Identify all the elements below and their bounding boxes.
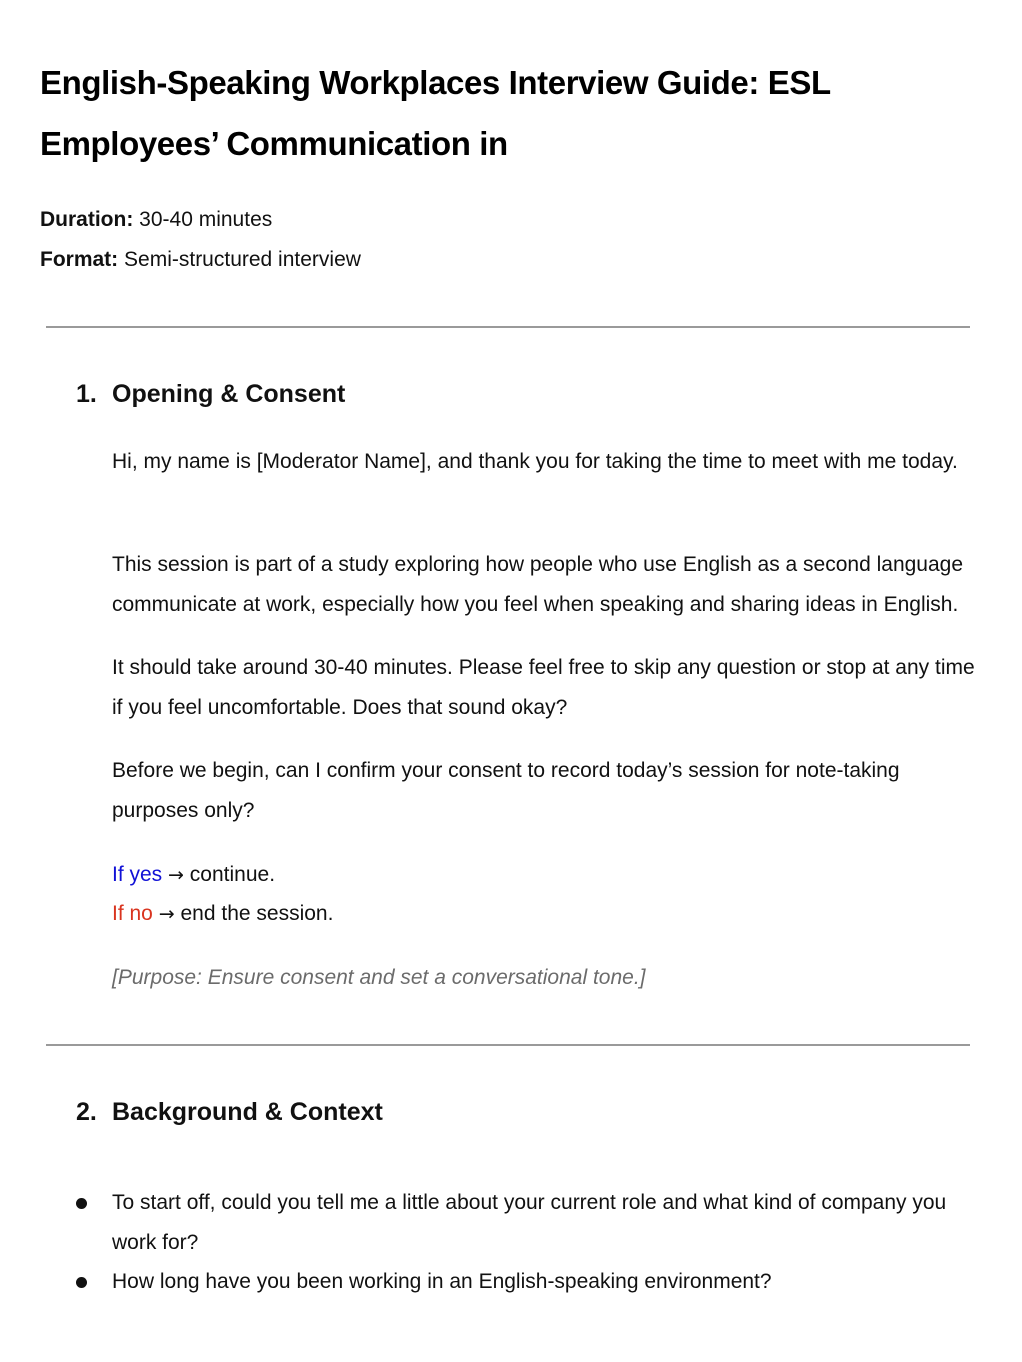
- if-yes-branch: [112, 860, 275, 890]
- format-line: [40, 245, 361, 275]
- section-divider: [46, 326, 970, 328]
- section-divider: [46, 1044, 970, 1046]
- duration-paragraph: It should take around 30-40 minutes. Please feel free to skip any question or stop at any time if you feel uncomfortable. Does that sound okay?: [112, 656, 975, 719]
- right-arrow-icon: →: [168, 864, 184, 886]
- bullet-icon: [76, 1277, 87, 1288]
- study-paragraph: This session is part of a study exploring how people who use English as a second language communicate at work, especially how you feel when speaking and sharing ideas in English.: [112, 553, 964, 616]
- duration-line: [40, 205, 272, 235]
- intro-paragraph: Hi, my name is [Moderator Name], and thank you for taking the time to meet with me today.: [112, 450, 958, 473]
- consent-paragraph: Before we begin, can I confirm your consent to record today’s session for note-taking purposes only?: [112, 759, 900, 822]
- duration-value: 30-40 minutes: [139, 208, 273, 231]
- if-no-action: end the session.: [180, 902, 334, 925]
- purpose-note: [Purpose: Ensure consent and set a conversational tone.]: [112, 966, 646, 989]
- format-value: Semi-structured interview: [124, 248, 361, 271]
- section-title-opening-consent: Opening & Consent: [112, 380, 346, 408]
- duration-label: Duration:: [40, 208, 134, 231]
- section-number: 2.: [76, 1098, 97, 1126]
- section-title-background-context: Background & Context: [112, 1098, 383, 1126]
- if-no-branch: [112, 899, 333, 929]
- bullet-icon: [76, 1198, 87, 1209]
- if-yes-label: If yes: [112, 863, 163, 886]
- list-item: How long have you been working in an English-speaking environment?: [112, 1270, 772, 1293]
- right-arrow-icon: →: [158, 903, 175, 925]
- list-item: To start off, could you tell me a little about your current role and what kind of company you work for?: [112, 1191, 947, 1254]
- document-title: English-Speaking Workplaces Interview Guide: ESL Employees’ Communication in: [40, 64, 831, 162]
- format-label: Format:: [40, 248, 119, 271]
- if-no-label: If no: [112, 902, 153, 925]
- if-yes-action: continue.: [189, 863, 276, 886]
- section-number: 1.: [76, 380, 97, 408]
